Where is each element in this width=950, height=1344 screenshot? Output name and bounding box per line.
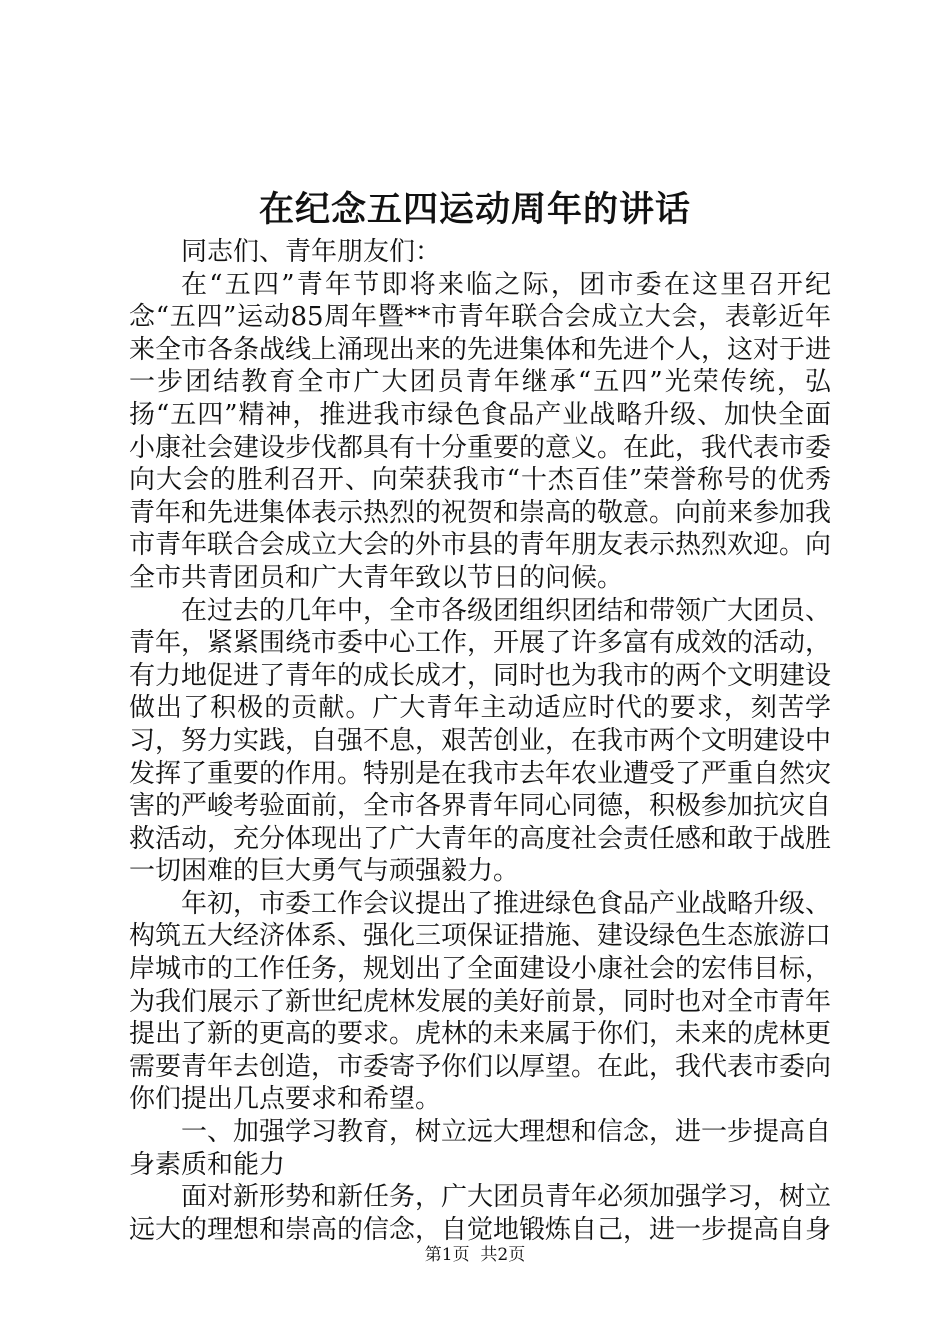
body-paragraph: 面对新形势和新任务，广大团员青年必须加强学习，树立远大的理想和崇高的信念，自觉地锻炼自己，进一步提高自身 [129, 1182, 832, 1245]
body-paragraph: 在“五四”青年节即将来临之际，团市委在这里召开纪念“五四”运动85周年暨**市青年联合会成立大会，表彰近年来全市各条战线上涌现出来的先进集体和先进个人，这对于进一步团结教育全市广大团员青年继承“五四”光荣传统，弘扬“五四”精神，推进我市绿色食品产业战略升级、加快全面小康社会建设步伐都具有十分重要的意义。在此，我代表市委向大会的胜利召开、向荣获我市“十杰百佳”荣誉称号的优秀青年和先进集体表示热烈的祝贺和崇高的敬意。向前来参加我市青年联合会成立大会的外市县的青年朋友表示热烈欢迎。向全市共青团员和广大青年致以节日的问候。 [129, 269, 832, 593]
page-number: 第1页 共2页 [424, 1245, 526, 1265]
page-footer [0, 1244, 950, 1266]
body-paragraph: 年初，市委工作会议提出了推进绿色食品产业战略升级、构筑五大经济体系、强化三项保证措施、建设绿色生态旅游口岸城市的工作任务，规划出了全面建设小康社会的宏伟目标，为我们展示了新世纪虎林发展的美好前景，同时也对全市青年提出了新的更高的要求。虎林的未来属于你们，未来的虎林更需要青年去创造，市委寄予你们以厚望。在此，我代表市委向你们提出几点要求和希望。 [129, 888, 832, 1115]
document-title: 在纪念五四运动周年的讲话 [258, 189, 691, 230]
salutation-paragraph: 同志们、青年朋友们： [181, 237, 442, 267]
body-paragraph: 在过去的几年中，全市各级团组织团结和带领广大团员、青年，紧紧围绕市委中心工作，开展了许多富有成效的活动，有力地促进了青年的成长成才，同时也为我市的两个文明建设做出了积极的贡献。广大青年主动适应时代的要求，刻苦学习，努力实践，自强不息，艰苦创业，在我市两个文明建设中发挥了重要的作用。特别是在我市去年农业遭受了严重自然灾害的严峻考验面前，全市各界青年同心同德，积极参加抗灾自救活动，充分体现出了广大青年的高度社会责任感和敢于战胜一切困难的巨大勇气与顽强毅力。 [129, 595, 832, 887]
section-heading: 一、加强学习教育，树立远大理想和信念，进一步提高自身素质和能力 [129, 1117, 832, 1180]
document-body [129, 236, 831, 1246]
